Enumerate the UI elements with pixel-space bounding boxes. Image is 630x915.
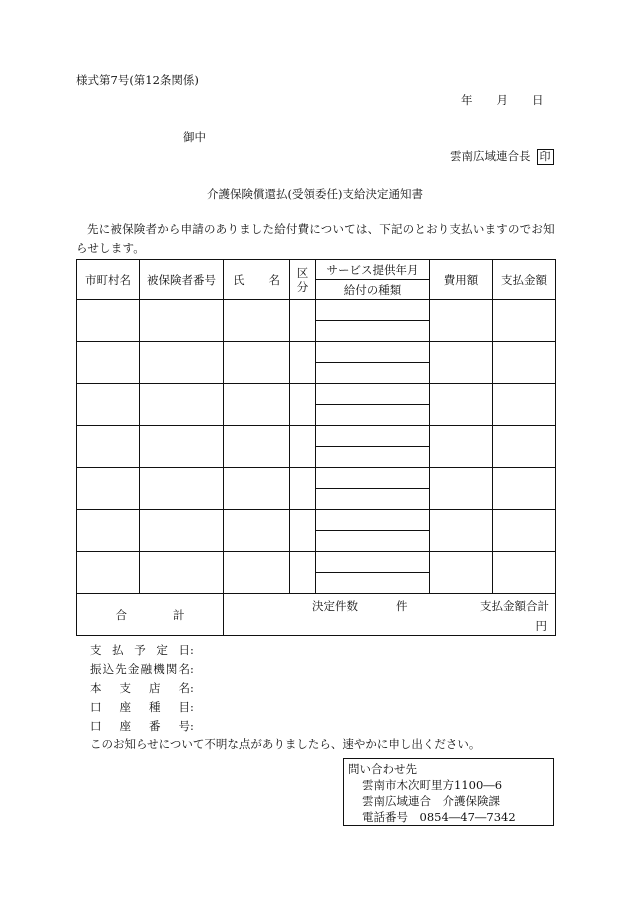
cell-name xyxy=(224,426,290,468)
decision-count-unit: 件 xyxy=(396,599,408,613)
header-municipality: 市町村名 xyxy=(77,260,140,300)
total-summary xyxy=(224,594,556,636)
cell-category xyxy=(290,300,316,342)
contact-department: 雲南広域連合 介護保険課 xyxy=(362,794,500,808)
header-cost: 費用額 xyxy=(430,260,493,300)
cell-category xyxy=(290,426,316,468)
table-row xyxy=(77,384,556,405)
cell-service-month xyxy=(316,384,430,405)
info-label: 口座種目 xyxy=(90,700,190,714)
header-insured-number: 被保険者番号 xyxy=(140,260,224,300)
payment-total-unit: 円 xyxy=(535,619,547,633)
cell-category xyxy=(290,552,316,594)
issuer xyxy=(450,148,554,165)
cell-municipality xyxy=(77,552,140,594)
table-row xyxy=(77,426,556,447)
contact-box xyxy=(343,758,554,826)
cell-cost xyxy=(430,468,493,510)
cell-cost xyxy=(430,426,493,468)
cell-benefit-type xyxy=(316,489,430,510)
total-label-1: 合 xyxy=(115,607,127,622)
cell-name xyxy=(224,300,290,342)
info-label: 口座番号 xyxy=(90,719,190,733)
decision-table xyxy=(76,259,556,636)
cell-service-month xyxy=(316,552,430,573)
info-bank-name xyxy=(90,661,194,677)
colon: : xyxy=(190,719,194,733)
contact-phone: 電話番号 0854―47―7342 xyxy=(362,810,516,824)
form-number: 様式第7号(第12条関係) xyxy=(76,73,199,87)
cell-cost xyxy=(430,384,493,426)
total-label-2: 計 xyxy=(173,607,185,622)
cell-payment xyxy=(493,552,556,594)
cell-name xyxy=(224,342,290,384)
body-text: 先に被保険者から申請のありました給付費については、下記のとおり支払いますのでお知らせします。 xyxy=(76,222,555,255)
cell-service-month xyxy=(316,426,430,447)
cell-payment xyxy=(493,300,556,342)
cell-payment xyxy=(493,510,556,552)
cell-benefit-type xyxy=(316,405,430,426)
cell-cost xyxy=(430,552,493,594)
cell-cost xyxy=(430,300,493,342)
cell-name xyxy=(224,552,290,594)
contact-heading: 問い合わせ先 xyxy=(348,762,417,776)
table-row xyxy=(77,342,556,363)
table-row xyxy=(77,300,556,321)
cell-insured-number xyxy=(140,300,224,342)
header-benefit-type: 給付の種類 xyxy=(316,280,430,300)
cell-name xyxy=(224,468,290,510)
cell-service-month xyxy=(316,342,430,363)
total-label xyxy=(77,594,224,636)
info-label: 支払予定日 xyxy=(90,643,190,657)
cell-municipality xyxy=(77,384,140,426)
cell-benefit-type xyxy=(316,321,430,342)
cell-payment xyxy=(493,426,556,468)
cell-municipality xyxy=(77,468,140,510)
table-row xyxy=(77,510,556,531)
decision-count-label: 決定件数 xyxy=(312,599,358,613)
cell-cost xyxy=(430,342,493,384)
cell-payment xyxy=(493,342,556,384)
cell-municipality xyxy=(77,342,140,384)
table-row xyxy=(77,468,556,489)
info-label: 振込先金融機関名 xyxy=(90,662,190,676)
header-category xyxy=(290,260,316,300)
header-name xyxy=(224,260,290,300)
cell-benefit-type xyxy=(316,573,430,594)
cell-payment xyxy=(493,468,556,510)
cell-category xyxy=(290,384,316,426)
cell-insured-number xyxy=(140,510,224,552)
cell-category xyxy=(290,468,316,510)
cell-benefit-type xyxy=(316,363,430,384)
cell-insured-number xyxy=(140,342,224,384)
cell-cost xyxy=(430,510,493,552)
cell-service-month xyxy=(316,300,430,321)
seal-mark: 印 xyxy=(537,149,554,165)
document-title: 介護保険償還払(受領委任)支給決定通知書 xyxy=(207,187,423,201)
cell-municipality xyxy=(77,426,140,468)
date-month: 月 xyxy=(496,93,508,107)
contact-address: 雲南市木次町里方1100―6 xyxy=(362,778,503,792)
cell-insured-number xyxy=(140,384,224,426)
cell-category xyxy=(290,510,316,552)
colon: : xyxy=(190,681,194,695)
info-scheduled-date xyxy=(90,642,194,658)
header-name-1: 氏 xyxy=(233,272,245,287)
payment-total-label: 支払金額合計 xyxy=(480,599,549,613)
issuer-name: 雲南広域連合長 xyxy=(450,149,531,163)
header-service-month: サービス提供年月 xyxy=(316,260,430,280)
header-payment: 支払金額 xyxy=(493,260,556,300)
addressee: 御中 xyxy=(183,130,206,144)
colon: : xyxy=(190,662,194,676)
cell-insured-number xyxy=(140,552,224,594)
colon: : xyxy=(190,700,194,714)
date-year: 年 xyxy=(461,93,473,107)
header-name-2: 名 xyxy=(268,272,280,287)
info-account-number xyxy=(90,718,194,734)
cell-insured-number xyxy=(140,468,224,510)
colon: : xyxy=(190,643,194,657)
table-row xyxy=(77,552,556,573)
cell-benefit-type xyxy=(316,531,430,552)
cell-insured-number xyxy=(140,426,224,468)
cell-payment xyxy=(493,384,556,426)
cell-municipality xyxy=(77,300,140,342)
cell-service-month xyxy=(316,468,430,489)
date-day: 日 xyxy=(532,93,544,107)
table-body xyxy=(77,300,556,594)
info-label: 本支店名 xyxy=(90,681,190,695)
header-category-text: 区 分 xyxy=(296,265,309,294)
cell-municipality xyxy=(77,510,140,552)
cell-category xyxy=(290,342,316,384)
info-account-type xyxy=(90,699,194,715)
date-line xyxy=(461,92,544,108)
cell-name xyxy=(224,384,290,426)
notice-text: このお知らせについて不明な点がありましたら、速やかに申し出ください。 xyxy=(90,737,481,751)
cell-name xyxy=(224,510,290,552)
cell-benefit-type xyxy=(316,447,430,468)
info-branch xyxy=(90,680,194,696)
cell-service-month xyxy=(316,510,430,531)
